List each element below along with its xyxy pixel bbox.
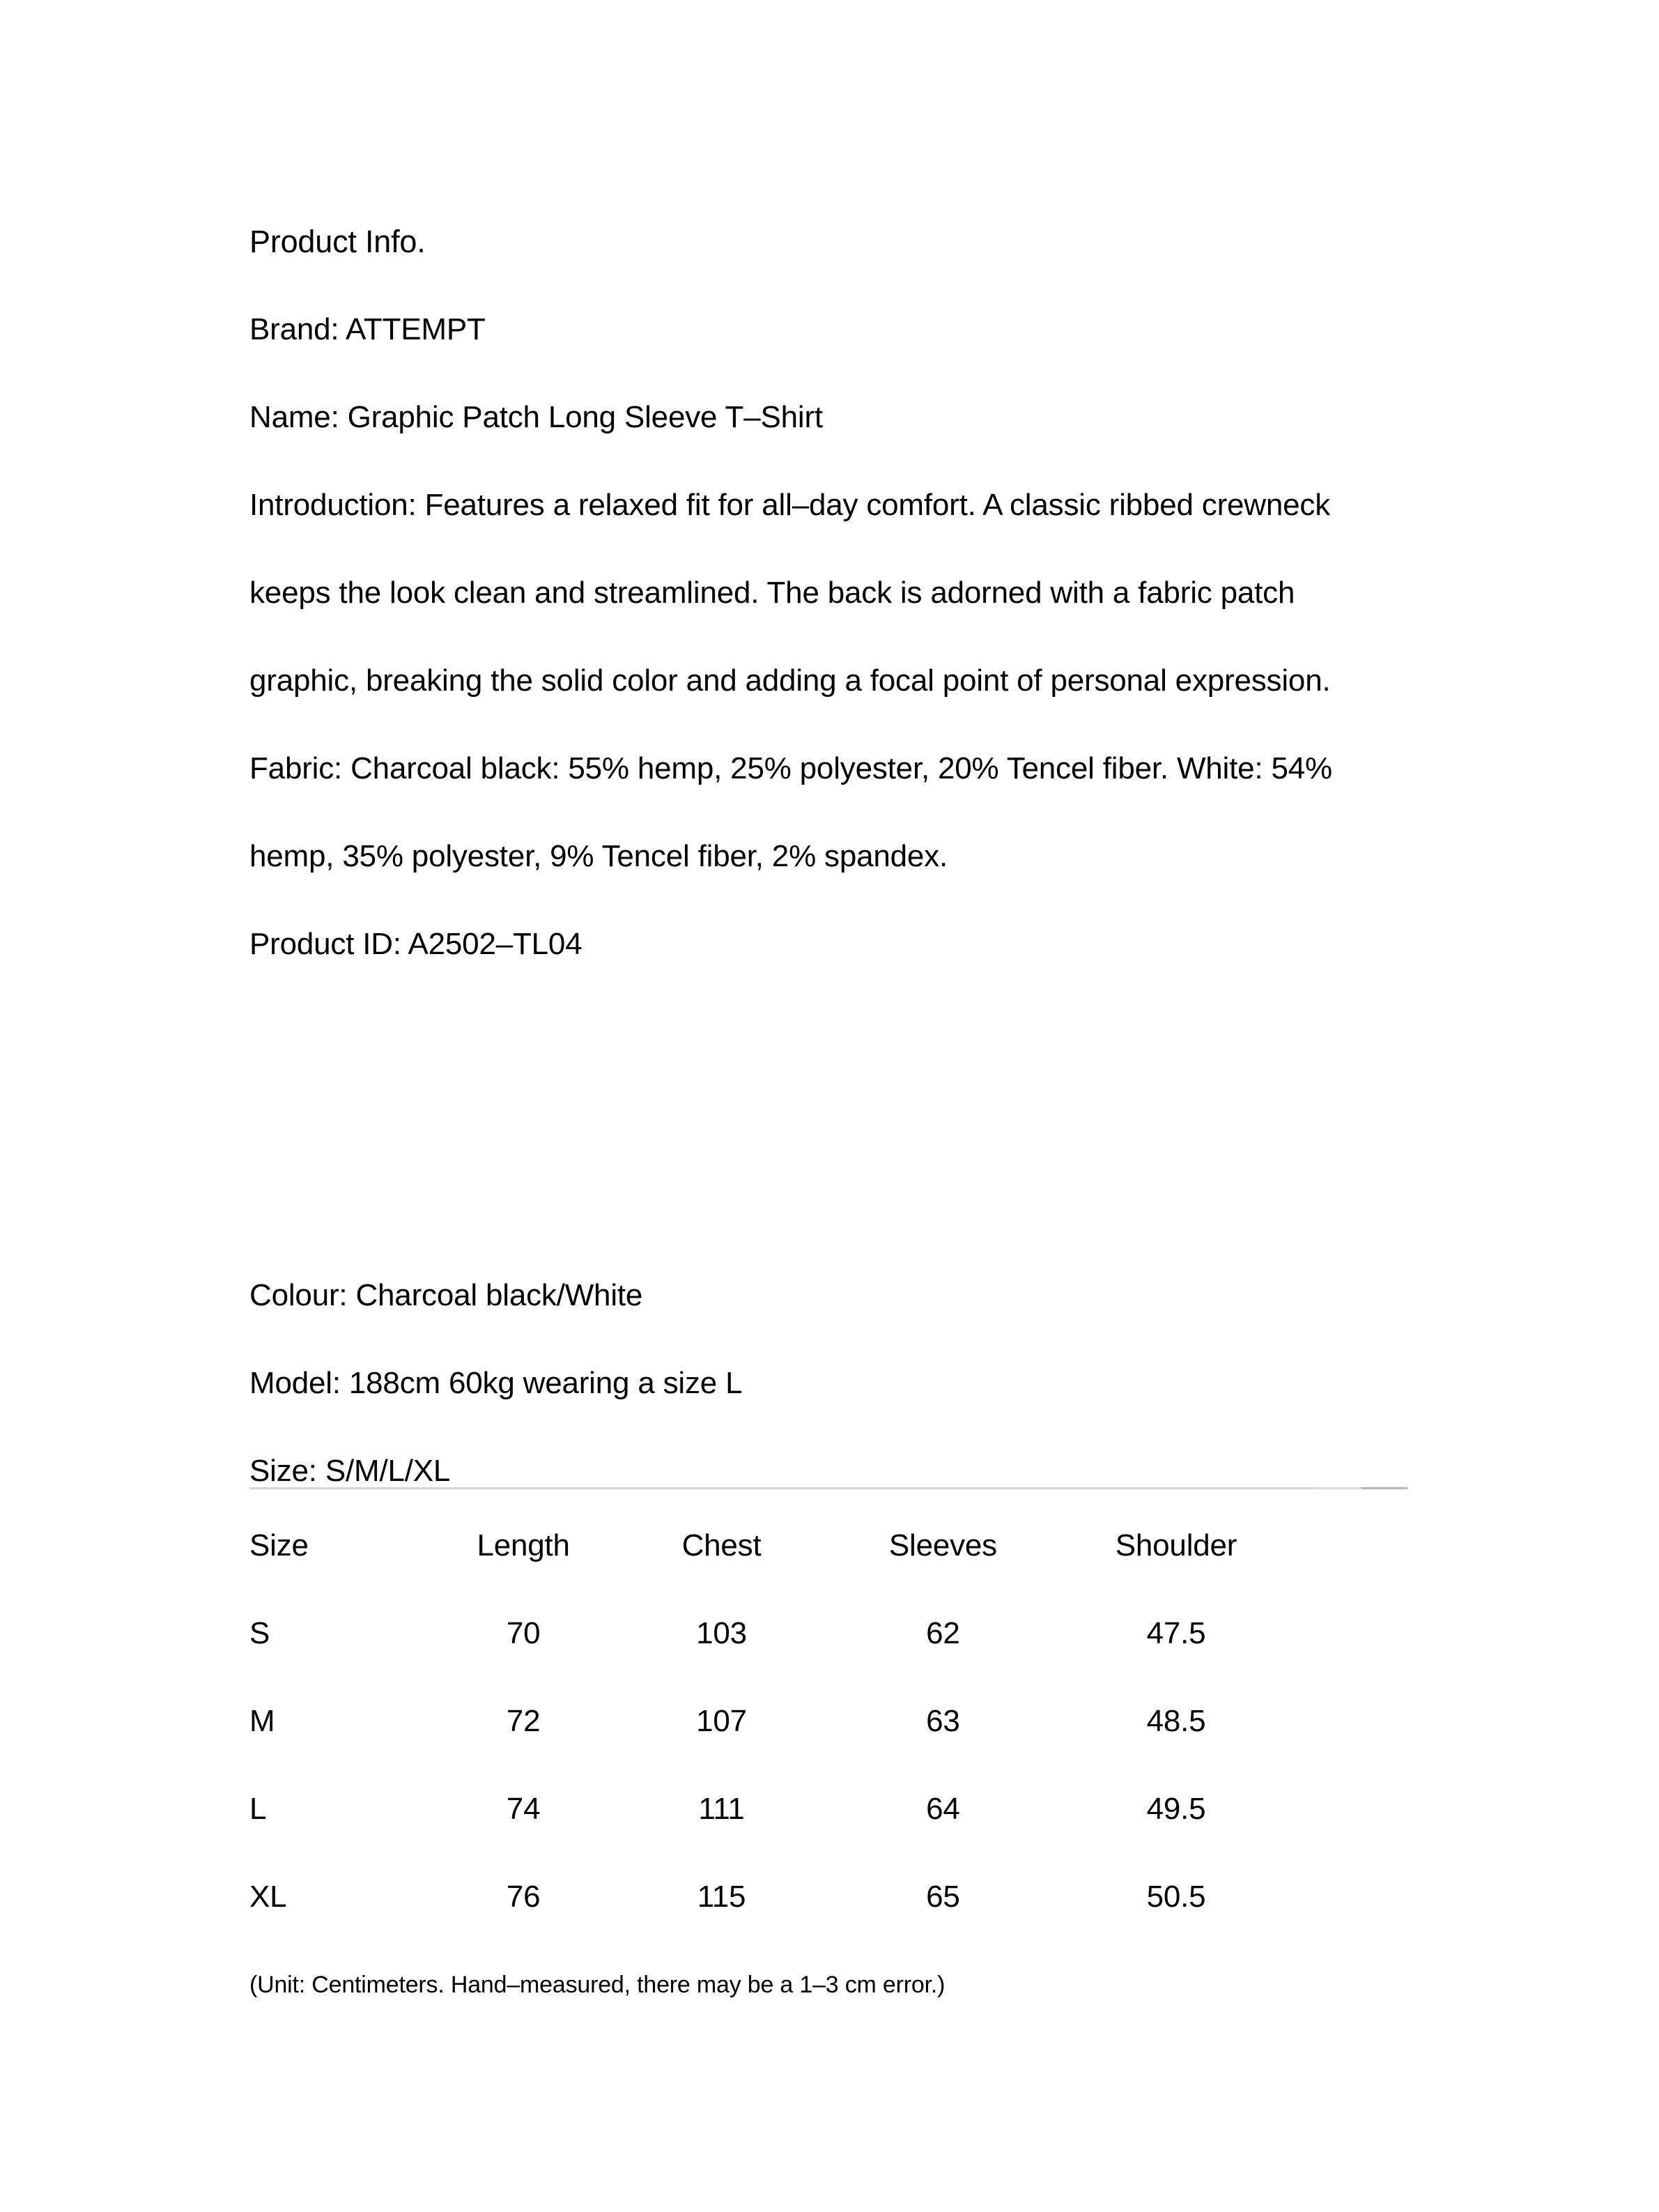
cell-shoulder: 47.5 xyxy=(1146,1616,1206,1650)
size-chart-table xyxy=(249,1502,1415,1941)
introduction-line-2: keeps the look clean and streamlined. The back is adorned with a fabric patch xyxy=(249,576,1295,610)
cell-size: XL xyxy=(249,1880,287,1914)
cell-size: M xyxy=(249,1704,275,1738)
cell-shoulder: 48.5 xyxy=(1146,1704,1206,1738)
cell-size: S xyxy=(249,1616,270,1650)
header-shoulder: Shoulder xyxy=(1115,1528,1237,1562)
cell-chest: 115 xyxy=(697,1880,746,1914)
product-name-line: Name: Graphic Patch Long Sleeve T–Shirt xyxy=(249,400,823,434)
header-chest: Chest xyxy=(681,1528,762,1562)
cell-filler xyxy=(1287,1590,1415,1677)
blank-image-gap xyxy=(249,988,1415,1252)
header-filler xyxy=(1287,1502,1415,1590)
model-line: Model: 188cm 60kg wearing a size L xyxy=(249,1366,743,1400)
cell-filler xyxy=(1287,1677,1415,1765)
cell-length: 76 xyxy=(506,1880,541,1914)
cell-length: 74 xyxy=(506,1792,541,1826)
cell-shoulder: 50.5 xyxy=(1146,1880,1206,1914)
product-id-line: Product ID: A2502–TL04 xyxy=(249,927,582,961)
header-length: Length xyxy=(477,1528,570,1562)
introduction-line-3: graphic, breaking the solid color and adding a focal point of personal expression. xyxy=(249,663,1331,698)
table-row-m xyxy=(249,1677,1415,1765)
introduction-line-1: Introduction: Features a relaxed fit for all–day comfort. A classic ribbed crewneck xyxy=(249,488,1331,522)
colour-line: Colour: Charcoal black/White xyxy=(249,1278,643,1312)
table-row-xl xyxy=(249,1853,1415,1941)
brand-line: Brand: ATTEMPT xyxy=(249,312,486,346)
cell-sleeves: 64 xyxy=(926,1792,960,1826)
measurement-note: (Unit: Centimeters. Hand–measured, there may be a 1–3 cm error.) xyxy=(249,1972,946,1998)
cell-sleeves: 63 xyxy=(926,1704,960,1738)
cell-sleeves: 65 xyxy=(926,1880,960,1914)
cell-length: 70 xyxy=(506,1616,541,1650)
cell-size: L xyxy=(249,1792,267,1826)
fabric-line-1: Fabric: Charcoal black: 55% hemp, 25% polyester, 20% Tencel fiber. White: 54% xyxy=(249,751,1332,785)
cell-length: 72 xyxy=(506,1704,541,1738)
page-title: Product Info. xyxy=(249,224,426,259)
cell-chest: 103 xyxy=(696,1616,747,1650)
header-size: Size xyxy=(249,1528,309,1562)
table-row-s xyxy=(249,1590,1415,1677)
table-row-l xyxy=(249,1765,1415,1853)
cell-filler xyxy=(1287,1765,1415,1853)
cell-chest: 111 xyxy=(698,1792,745,1826)
cell-filler xyxy=(1287,1853,1415,1941)
cell-shoulder: 49.5 xyxy=(1146,1792,1206,1826)
cell-chest: 107 xyxy=(696,1704,747,1738)
fabric-line-2: hemp, 35% polyester, 9% Tencel fiber, 2% spandex. xyxy=(249,839,948,873)
cell-sleeves: 62 xyxy=(926,1616,960,1650)
size-options-line: Size: S/M/L/XL xyxy=(249,1454,451,1488)
header-sleeves: Sleeves xyxy=(888,1528,997,1562)
